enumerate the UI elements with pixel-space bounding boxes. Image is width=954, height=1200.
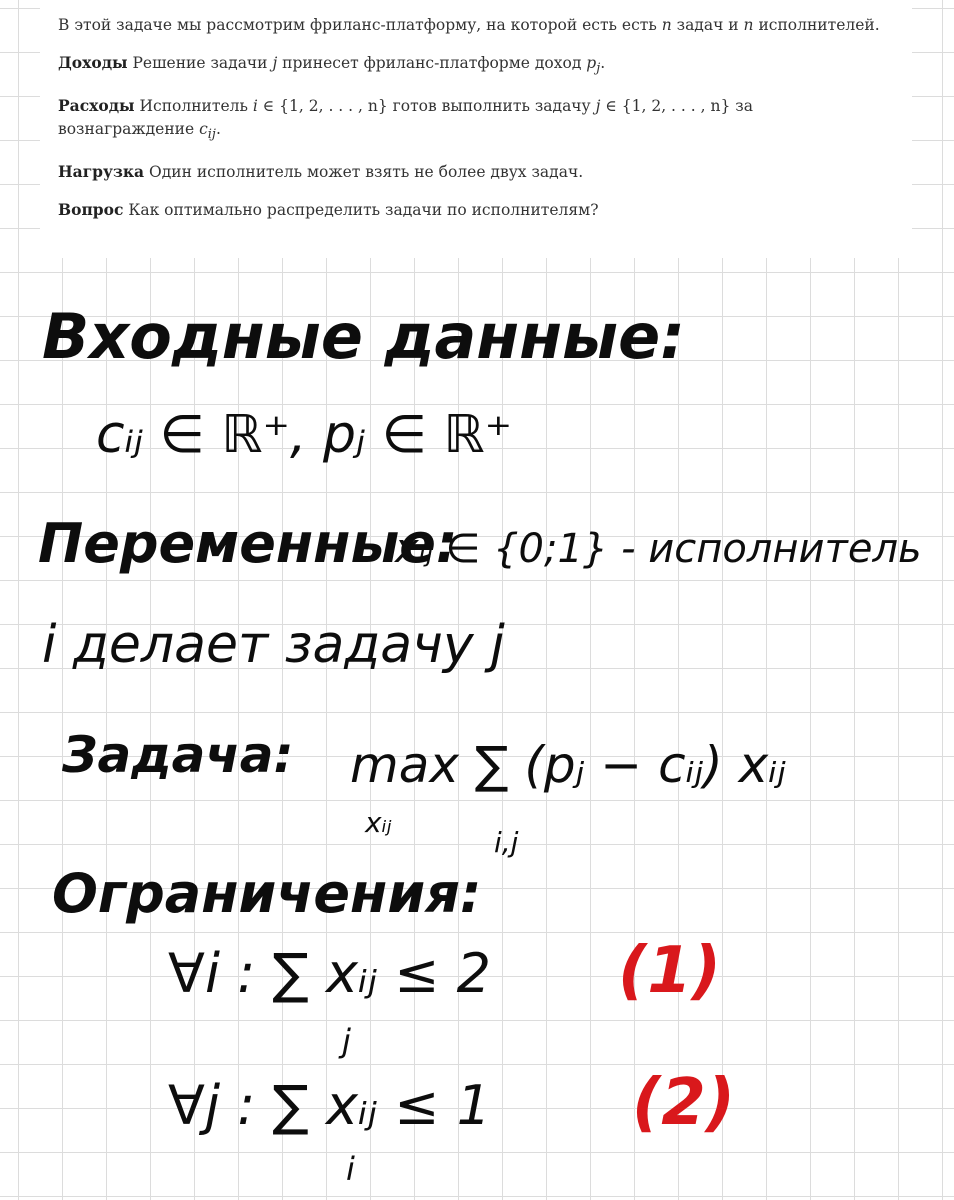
input-formula: cᵢⱼ ∈ ℝ⁺, pⱼ ∈ ℝ⁺ — [96, 405, 513, 465]
task-sum-subscript: i,j — [494, 826, 519, 859]
var-c: c — [199, 120, 208, 139]
constraint-1-label: (1) — [618, 934, 722, 1008]
cost-label: Расходы — [58, 96, 135, 116]
question-text: Как оптимально распределить задачи по исполнителям? — [123, 201, 599, 220]
income-paragraph — [58, 51, 894, 80]
cost-paragraph — [58, 94, 894, 146]
intro-text: задач и — [671, 16, 744, 34]
variables-title: Переменные: — [38, 512, 458, 575]
input-title: Входные данные: — [42, 300, 685, 373]
constraint-1-subscript: j — [342, 1022, 351, 1060]
var-i: i — [252, 97, 258, 116]
cost-text: готов выполнить задачу — [387, 97, 596, 116]
task-title: Задача: — [62, 726, 294, 784]
load-text: Один исполнитель может взять не более двух задач. — [144, 163, 584, 182]
variables-formula: xᵢⱼ ∈ {0;1} - исполнитель — [395, 526, 922, 572]
var-p: p — [586, 54, 597, 72]
problem-statement — [40, 0, 912, 258]
constraint-2: ∀j : ∑ xᵢⱼ ≤ 1 — [168, 1074, 491, 1137]
variables-line2: i делает задачу j — [42, 615, 505, 675]
load-paragraph — [58, 160, 894, 184]
var-subscript: j — [596, 61, 601, 77]
var-j: j — [595, 97, 601, 116]
constraint-2-subscript: i — [346, 1150, 355, 1188]
income-text: принесет фриланс-платформе доход — [277, 54, 587, 72]
income-text: . — [600, 54, 606, 72]
constraint-1: ∀i : ∑ xᵢⱼ ≤ 2 — [168, 942, 491, 1005]
question-label: Вопрос — [58, 200, 124, 220]
handwritten-solution — [0, 262, 954, 1200]
intro-text: В этой задаче мы рассмотрим фриланс-платформу, на которой есть есть — [58, 16, 662, 34]
cost-text: Исполнитель — [134, 97, 253, 116]
var-n: n — [743, 16, 754, 34]
income-label: Доходы — [58, 53, 128, 72]
var-j: j — [272, 54, 278, 72]
set-notation: ∈ {1, 2, . . . , n} — [600, 97, 731, 116]
set-notation: ∈ {1, 2, . . . , n} — [257, 97, 388, 116]
constraint-2-label: (2) — [632, 1066, 736, 1140]
task-max-subscript: xᵢⱼ — [365, 806, 392, 839]
intro-text: исполнителей. — [753, 16, 880, 34]
cost-text: за вознаграждение — [58, 97, 753, 139]
constraints-title: Ограничения: — [52, 862, 482, 925]
var-n: n — [661, 16, 672, 34]
cost-text: . — [215, 120, 221, 139]
income-text: Решение задачи — [127, 54, 273, 72]
load-label: Нагрузка — [58, 162, 145, 182]
task-formula: max ∑ (pⱼ − cᵢⱼ) xᵢⱼ — [350, 736, 786, 794]
var-subscript: ij — [207, 127, 216, 143]
question-paragraph — [58, 198, 894, 222]
intro-paragraph — [58, 14, 894, 37]
